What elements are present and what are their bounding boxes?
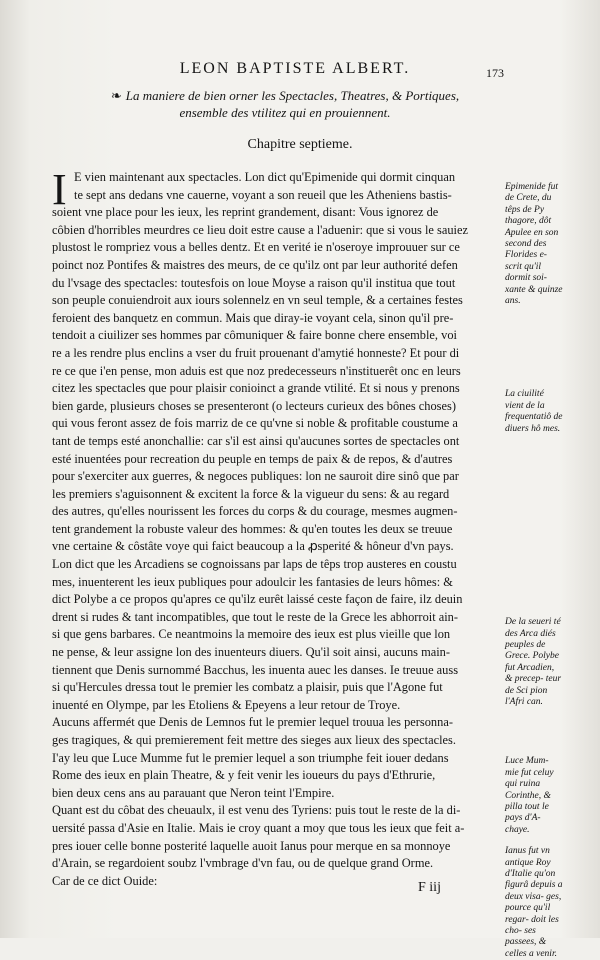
text-line: son peuple conuiendroit aux iours solennelz en vn seul temple, & a certaines festes [52,293,463,308]
text-line: Car de ce dict Ouide: [52,873,158,888]
running-title: LEON BAPTISTE ALBERT. [179,60,411,77]
text-line: re a les rendre plus enclins a vser du fruit prouenant d'amytié honneste? Et pour di [52,345,460,360]
margin-note-ciuilite: La ciuilité vient de la frequentatiô de diuers hô mes. [505,389,563,434]
text-line: Rome des ieux en plain Theatre, & y feit venir les ioueurs du pays d'Ethrurie, [52,768,436,783]
text-line: si que gens barbares. Ce neantmoins la memoire des ieux est plus vieille que lon [52,627,451,642]
text-line: vne certaine & côstâte voye qui faict beaucoup a la ꝓsperité & hôneur d'vn pays. [52,539,454,554]
text-line: côbien d'horribles meurdres ce lieu doit estre cause a l'aduenir: que si vous le sauiez [52,222,468,237]
text-line: tiennent que Denis surnommé Bacchus, les inuenta auec les danses. Ie treuue auss [52,662,459,677]
text-line: qui vous feront assez de fois marriz de ce qu'vne si noble & profitable coustume a [52,416,458,431]
text-line: si qu'Hercules dressa tout le premier les combatz a plaisir, puis que l'Agone fut [52,680,443,695]
fleuron-icon: ❧ [110,88,122,103]
text-line: Lon dict que les Arcadiens se cognoissans par laps de têps trop austeres en coustu [52,557,457,572]
text-line: dict Polybe a ce propos qu'apres ce qu'ilz eurêt laissé ceste façon de faire, ilz deuin [52,592,463,607]
text-line: re ce que i'en pense, mon aduis est que noz predecesseurs n'instituerêt onc en leurs [52,363,461,378]
text-line: I'ay leu que Luce Mumme fut le premier lequel a son triumphe feit iouer dedans [52,750,449,765]
text-line: poinct noz Pontifes & maistres des meurs, de ce qu'ilz ont par leur authorité defen [52,257,458,272]
text-line: inuenté en Olympe, par les Etoliens & Epeyens a leur retour de Troye. [52,697,401,712]
text-line: feroient des banquetz en commun. Mais que diray-ie voyant cela, sinon qu'il pre- [52,310,454,325]
text-line: pres iouer celle bonne posterité laquelle auoit Ianus pour merque en sa monnoye [52,838,451,853]
drop-initial: I [52,165,67,214]
text-line: soient vne place pour les ieux, les reprint grandement, disant: Vous ignorez de [52,205,439,220]
subtitle-line-1: La maniere de bien orner les Spectacles, Theatres, & Portiques, [125,88,460,103]
text-line: ne pense, & leur assigne lon des inuenteurs diuers. Qu'il soit ainsi, aucuns main- [52,645,450,660]
text-line: bien garde, plusieurs choses se presenteront (o lecteurs curieux des bônes choses) [52,398,456,413]
text-line: uersité passa d'Asie en Italie. Mais ie croy quant a moy que tous les ieux que feit a- [52,820,465,835]
text-line: bien deux cens ans au parauant que Neron teint l'Empire. [52,785,335,800]
page-number: 173 [486,66,504,80]
text-line: tent grandement la robuste valeur des hommes: & qu'en toutes les deux se treuue [52,521,453,536]
subtitle-line-2: ensemble des vtilitez qui en prouiennent. [179,105,391,120]
text-line: Quant est du côbat des cheuaulx, il est venu des Tyriens: puis tout le reste de la di- [52,803,461,818]
text-line: tant de temps esté anonchallie: car s'il est ainsi qu'aucunes sortes de spectacles ont [52,433,460,448]
text-line: te sept ans dedans vne cauerne, voyant a son reueil que les Atheniens bastis- [74,187,452,202]
text-line: E vien maintenant aux spectacles. Lon dict qu'Epimenide qui dormit cinquan [74,170,456,184]
section-subtitle [100,87,470,121]
text-line: des autres, qu'elles nourissent les forces du corps & du courage, mesmes augmen- [52,504,458,519]
signature-mark: F iij [418,880,441,895]
text-line: ges tragiques, & qui premierement feit mettre des sieges aux lieux des spectacles. [52,733,456,747]
text-line: pour s'exerciter aux guerres, & negoces publiques: lon ne sauroit dire sinô que par [52,469,459,484]
margin-note-epimenide: Epimenide fut de Crete, du têps de Py thagore, dôt Apulee en son second des Florides e- scrit qu'il dormit soi- xante & quinze ans. [505,182,563,307]
margin-note-ianus: Ianus fut vn antique Roy d'Italie qu'on figurâ depuis a deux visa- ges, pource qu'il regar- doit les cho- ses passees, & celles a venir. [505,846,563,959]
main-text-column [52,165,502,890]
margin-note-luce-mumme: Luce Mum- mie fut celuy qui ruina Corinthe, & pilla tout le pays d'A- chaye. [505,756,554,835]
text-line: mes, inuenterent les ieux publiques pour adoulcir les fantasies de leurs hômes: & [52,574,453,589]
margin-note-arcadiens: De la seueri té des Arca diés peuples de Grece. Polybe fut Arcadien, & precep- teur de Sci pion l'Afri can. [505,617,562,707]
text-line: Aucuns affermét que Denis de Lemnos fut le premier lequel trouua les personna- [52,715,453,730]
text-line: esté inuentées pour recreation du peuple en temps de paix & de repos, & d'autres [52,451,453,466]
text-line: du l'vsage des spectacles: toutesfois on loue Moyse a raison qu'il institua que tout [52,275,456,290]
text-line: d'Arain, se regardoient soubz l'vmbrage d'vn fau, ou de quelque grand Orme. [52,856,434,871]
chapter-heading: Chapitre septieme. [247,137,353,152]
text-line: drent si rudes & tant incompatibles, que tout le reste de la Grece les abhorroit ain- [52,609,459,624]
text-line: les premiers s'aguisonnent & excitent la force & la vigueur du sens: & au regard [52,486,450,501]
margin-notes [505,182,563,960]
text-line: tendoit a ciuilizer ses hommes par cômuniquer & faire bonne chere ensemble, voi [52,328,457,343]
text-line: citez les spectacles que pour plaisir conioinct a grande vtilité. Et si nous y prenons [52,381,460,396]
text-line: plustost le rompriez vous a belles dentz. Et en verité ie n'oseroye improuuer sur ce [52,240,460,255]
